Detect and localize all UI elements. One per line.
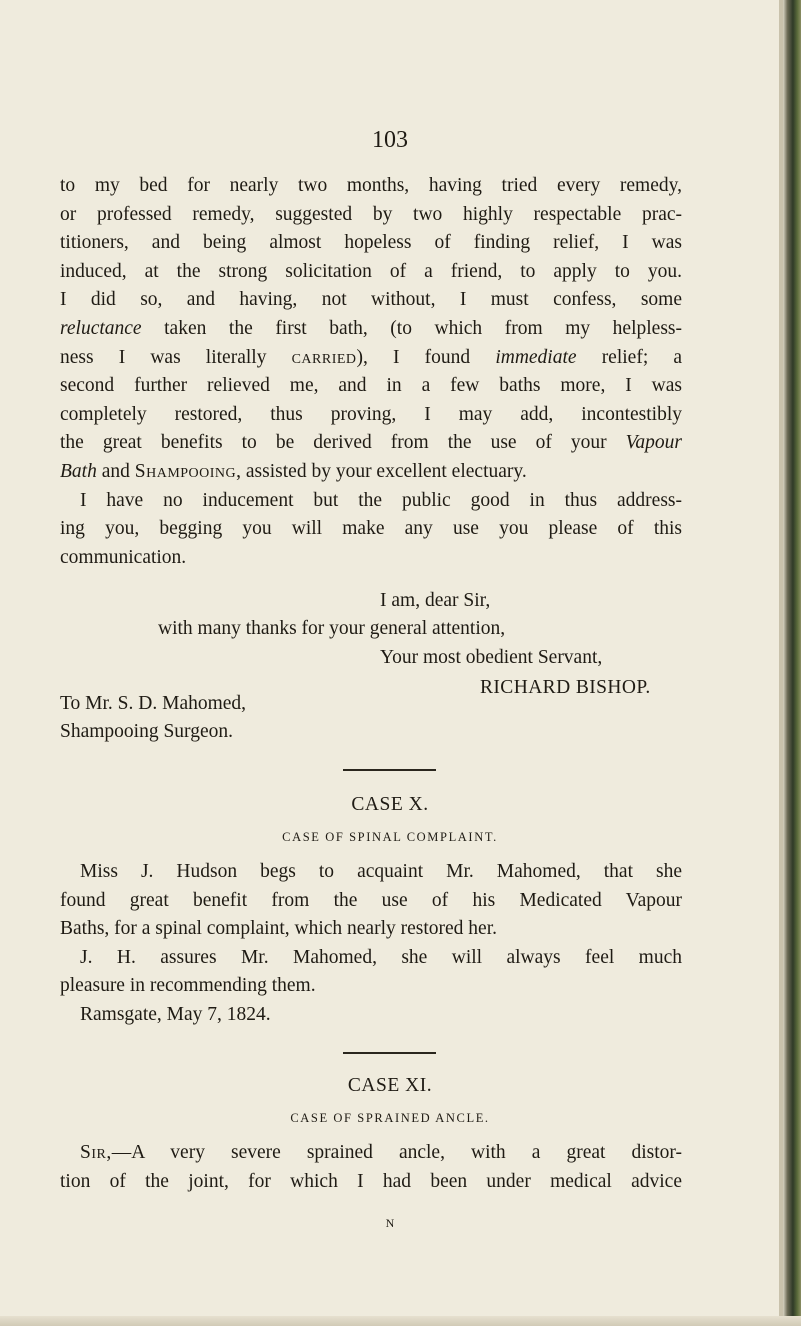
- address-line: Shampooing Surgeon.: [60, 721, 233, 742]
- case-title: CASE XI.: [347, 1075, 433, 1096]
- text-line: ing you, begging you will make any use you please of this: [60, 518, 682, 540]
- case-subtitle: CASE OF SPINAL COMPLAINT.: [282, 830, 498, 844]
- text-line: communication.: [60, 546, 187, 568]
- text-line: Ramsgate, May 7, 1824.: [80, 1003, 271, 1025]
- signature-mark: N: [385, 1216, 395, 1230]
- text-line: titioners, and being almost hopeless of finding relief, I was: [60, 232, 682, 254]
- book-spine: [783, 0, 801, 1326]
- section-divider: [343, 1052, 436, 1054]
- case-subtitle: CASE OF SPRAINED ANCLE.: [290, 1111, 490, 1125]
- text-line: induced, at the strong solicitation of a friend, to apply to you.: [60, 260, 682, 282]
- page-bottom-edge: [0, 1316, 801, 1326]
- case-title: CASE X.: [351, 794, 429, 815]
- text-line: completely restored, thus proving, I may add, incontestibly: [60, 403, 682, 425]
- text-line: Miss J. Hudson begs to acquaint Mr. Mahomed, that she: [80, 861, 682, 882]
- text-line: second further relieved me, and in a few baths more, I was: [60, 375, 682, 397]
- case-x-body: [60, 858, 682, 1030]
- text-line: Bath and Shampooing, assisted by your excellent electuary.: [60, 460, 527, 482]
- section-divider: [343, 769, 436, 771]
- text-line: or professed remedy, suggested by two highly respectable prac-: [60, 203, 682, 225]
- text-line: to my bed for nearly two months, having tried every remedy,: [60, 175, 682, 196]
- text-line: I did so, and having, not without, I must confess, some: [60, 289, 682, 311]
- text-line: pleasure in recommending them.: [60, 975, 316, 997]
- signature: RICHARD BISHOP.: [480, 677, 651, 698]
- text-line: found great benefit from the use of his Medicated Vapour: [60, 889, 682, 911]
- text-line: I have no inducement but the public good in thus address-: [80, 489, 682, 511]
- page-number: 103: [372, 127, 408, 153]
- text-line: J. H. assures Mr. Mahomed, she will always feel much: [80, 946, 682, 968]
- emphasis-immediate: immediate: [495, 346, 577, 368]
- emphasis-bath: Bath: [60, 460, 97, 482]
- closing-line: with many thanks for your general attention,: [158, 618, 506, 639]
- text-line: reluctance taken the first bath, (to which from my helpless-: [60, 317, 682, 339]
- closing-line: I am, dear Sir,: [380, 590, 491, 611]
- address-line: To Mr. S. D. Mahomed,: [60, 693, 247, 714]
- text-line: Sir,—A very severe sprained ancle, with a great distor-: [80, 1142, 682, 1163]
- small-caps-shampooing: Shampooing: [134, 460, 237, 482]
- emphasis-reluctance: reluctance: [60, 317, 142, 339]
- small-caps-sir: Sir,: [80, 1142, 112, 1163]
- letter-body: [60, 172, 682, 572]
- text-line: ness I was literally carried), I found immediate relief; a: [60, 346, 683, 368]
- small-caps-carried: carried: [291, 346, 357, 368]
- text-line: tion of the joint, for which I had been under medical advice: [60, 1170, 682, 1192]
- text-line: Baths, for a spinal complaint, which nearly restored her.: [60, 918, 497, 940]
- text-line: the great benefits to be derived from the use of your Vapour: [60, 432, 683, 454]
- emphasis-vapour: Vapour: [625, 432, 683, 454]
- closing-line: Your most obedient Servant,: [380, 647, 603, 668]
- case-xi-body: [60, 1139, 682, 1196]
